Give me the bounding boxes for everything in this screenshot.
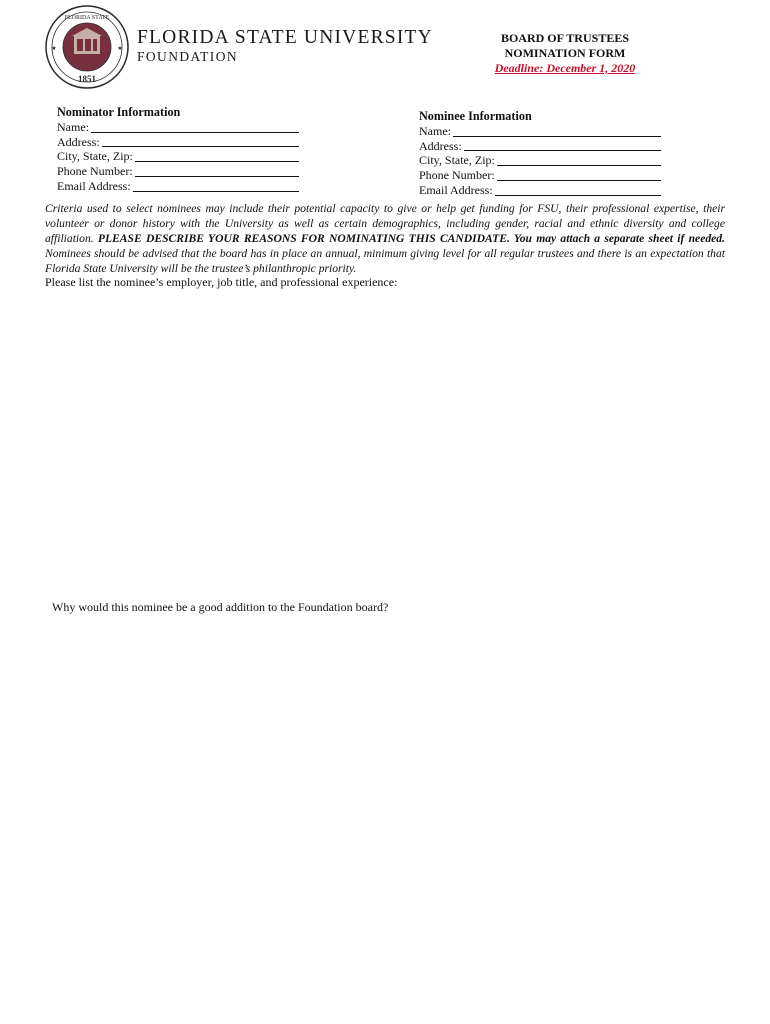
nominator-email-row bbox=[57, 179, 299, 194]
nominator-email-label: Email Address: bbox=[57, 178, 131, 193]
fsu-seal-icon bbox=[44, 4, 130, 90]
nominee-phone-label: Phone Number: bbox=[419, 168, 495, 183]
svg-text:★: ★ bbox=[51, 46, 57, 52]
criteria-instruction: PLEASE DESCRIBE YOUR REASONS FOR NOMINATING THIS CANDIDATE. You may attach a separate sheet if needed. bbox=[97, 232, 725, 245]
nominee-email-row bbox=[419, 183, 661, 198]
addition-prompt: Why would this nominee be a good addition to the Foundation board? bbox=[52, 600, 389, 614]
svg-text:1851: 1851 bbox=[78, 74, 96, 84]
nominator-city-field[interactable] bbox=[135, 150, 299, 162]
nominator-city-row bbox=[57, 149, 299, 164]
criteria-paragraph bbox=[45, 201, 725, 276]
nominee-phone-row bbox=[419, 168, 661, 183]
nominator-phone-row bbox=[57, 164, 299, 179]
form-title-line2: NOMINATION FORM bbox=[504, 46, 626, 60]
nominee-information bbox=[419, 109, 661, 198]
nominee-city-label: City, State, Zip: bbox=[419, 153, 495, 168]
nominator-information bbox=[57, 105, 299, 194]
nominator-heading: Nominator Information bbox=[57, 105, 181, 119]
nominee-city-field[interactable] bbox=[497, 154, 661, 166]
deadline: Deadline: December 1, 2020 bbox=[494, 61, 636, 75]
nominator-city-label: City, State, Zip: bbox=[57, 149, 133, 164]
nominator-name-field[interactable] bbox=[91, 121, 299, 133]
nominator-phone-field[interactable] bbox=[135, 165, 299, 177]
criteria-giving-note: Nominees should be advised that the board has in place an annual, minimum giving level for all regular trustees and there is an expectation that Florida State University will be the trustee’s philanthropic priority. bbox=[45, 247, 725, 275]
nominator-address-field[interactable] bbox=[102, 135, 299, 147]
nominee-email-label: Email Address: bbox=[419, 182, 493, 197]
org-name-line1: FLORIDA STATE UNIVERSITY bbox=[137, 27, 433, 48]
svg-text:★: ★ bbox=[117, 46, 123, 52]
nominator-email-field[interactable] bbox=[133, 180, 299, 192]
organization-name bbox=[137, 28, 433, 65]
svg-text:FLORIDA STATE: FLORIDA STATE bbox=[64, 15, 110, 21]
nominee-heading: Nominee Information bbox=[419, 109, 532, 123]
nominee-phone-field[interactable] bbox=[497, 169, 661, 181]
nominee-city-row bbox=[419, 153, 661, 168]
nominator-address-row bbox=[57, 135, 299, 150]
nominee-address-field[interactable] bbox=[464, 139, 661, 151]
nominee-address-label: Address: bbox=[419, 138, 462, 153]
nominator-address-label: Address: bbox=[57, 134, 100, 149]
form-title bbox=[470, 31, 660, 76]
nominee-address-row bbox=[419, 139, 661, 154]
nominator-name-row bbox=[57, 120, 299, 135]
form-title-line1: BOARD OF TRUSTEES bbox=[500, 31, 630, 45]
nominee-name-label: Name: bbox=[419, 123, 451, 138]
nominee-name-field[interactable] bbox=[453, 125, 661, 137]
nominee-email-field[interactable] bbox=[495, 184, 661, 196]
experience-prompt: Please list the nominee’s employer, job title, and professional experience: bbox=[45, 275, 398, 289]
nominator-phone-label: Phone Number: bbox=[57, 164, 133, 179]
org-name-line2: FOUNDATION bbox=[137, 49, 238, 64]
nominator-name-label: Name: bbox=[57, 119, 89, 134]
nominee-name-row bbox=[419, 124, 661, 139]
criteria-text: Criteria used to select nominees may include their potential capacity to give or help get funding for FSU, their professional expertise, their volunteer or donor history with the University as well as certain demographics, including gender, racial and ethnic diversity and college affiliation. bbox=[45, 202, 725, 245]
